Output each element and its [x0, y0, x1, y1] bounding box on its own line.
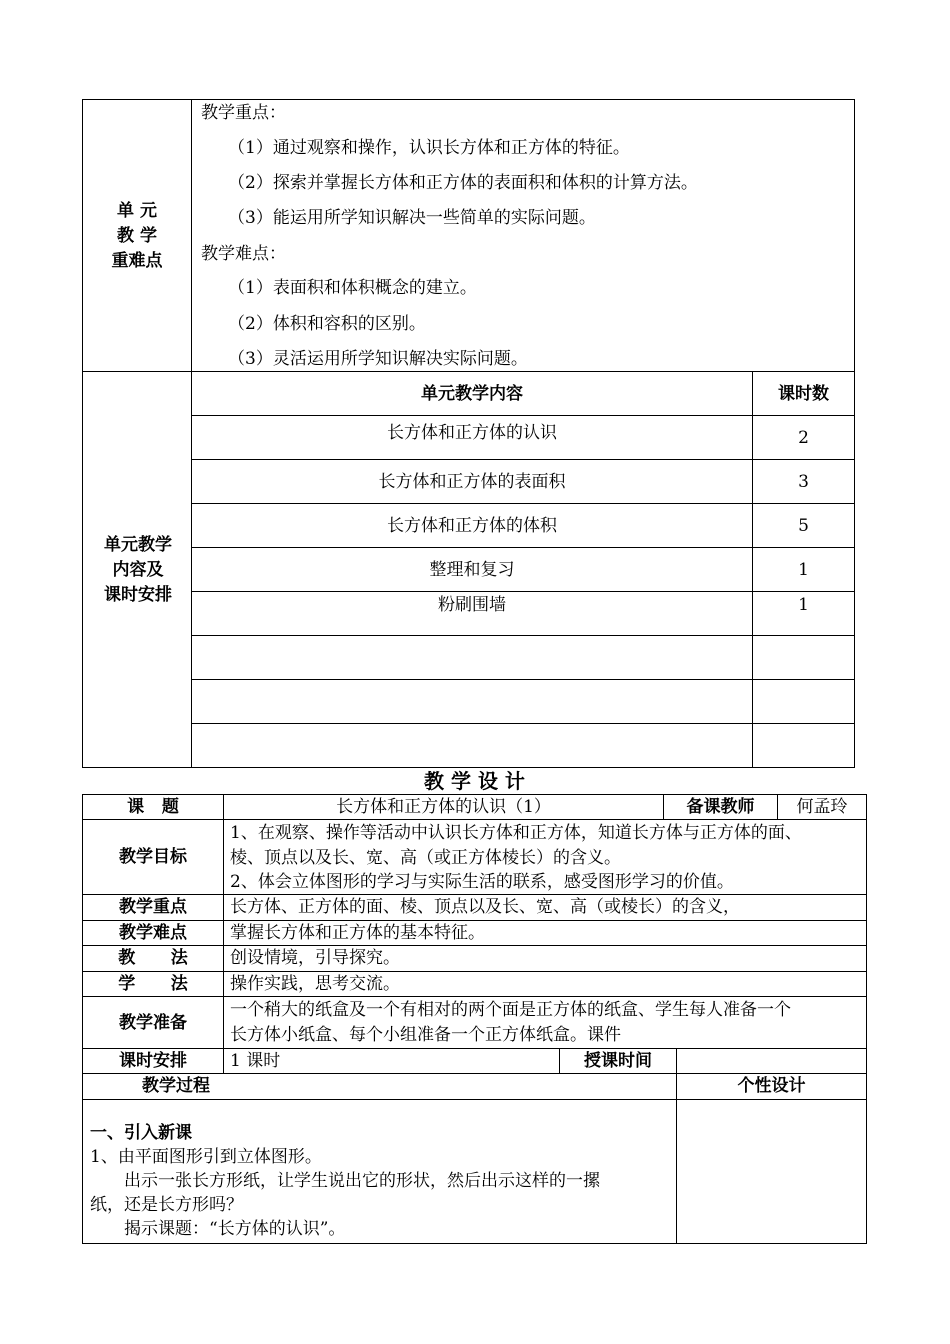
hours-row-2: 3	[798, 472, 809, 492]
key-point-3: （3）能运用所学知识解决一些简单的实际问题。	[228, 208, 596, 228]
hours-row-4: 1	[798, 560, 809, 580]
focus-label: 教学重点	[119, 897, 187, 917]
content-header: 单元教学内容	[421, 384, 523, 404]
process-line-3: 纸，还是长方形吗？	[90, 1195, 243, 1215]
teacher-label: 备课教师	[686, 797, 755, 817]
row1-label-line2: 教 学	[117, 226, 157, 246]
key-point-1: （1）通过观察和操作，认识长方体和正方体的特征。	[228, 138, 630, 158]
content-row-4: 整理和复习	[429, 560, 515, 580]
hours-row-5: 1	[798, 595, 809, 615]
prep-label: 教学准备	[119, 1013, 187, 1033]
hours-row-3: 5	[798, 516, 809, 536]
content-row-1: 长方体和正方体的认识	[387, 423, 557, 443]
difficulties-title: 教学难点：	[201, 244, 286, 264]
row2-label-line1: 单元教学	[104, 535, 172, 555]
content-row-5: 粉刷围墙	[438, 595, 506, 615]
row1-label-line1: 单 元	[117, 201, 157, 221]
teacher-name: 何孟玲	[796, 797, 848, 817]
schedule-value: 1 课时	[230, 1051, 281, 1071]
difficulty-1: （1）表面积和体积概念的建立。	[228, 278, 477, 298]
learn-value: 操作实践，思考交流。	[230, 974, 400, 994]
process-label: 教学过程	[142, 1076, 210, 1096]
key-point-2: （2）探索并掌握长方体和正方体的表面积和体积的计算方法。	[228, 173, 698, 193]
personal-label: 个性设计	[737, 1076, 806, 1096]
difficulty-label: 教学难点	[119, 923, 187, 943]
page-title: 教 学 设 计	[424, 769, 525, 793]
process-line-2: 出示一张长方形纸，让学生说出它的形状，然后出示这样的一摞	[90, 1171, 600, 1191]
process-line-1: 1、由平面图形引到立体图形。	[90, 1147, 322, 1167]
row1-label-line3: 重难点	[111, 251, 163, 271]
topic-label: 课 题	[127, 797, 179, 817]
content-row-3: 长方体和正方体的体积	[387, 516, 557, 536]
goals-label: 教学目标	[119, 847, 187, 867]
goals-line-1: 1、在观察、操作等活动中认识长方体和正方体，知道长方体与正方体的面、	[230, 823, 802, 843]
topic-value: 长方体和正方体的认识（1）	[336, 797, 551, 817]
key-points-title: 教学重点：	[201, 103, 286, 123]
goals-line-2: 棱、顶点以及长、宽、高（或正方体棱长）的含义。	[230, 848, 621, 868]
schedule-label: 课时安排	[119, 1051, 187, 1071]
row2-label-line3: 课时安排	[104, 585, 172, 605]
difficulty-value: 掌握长方体和正方体的基本特征。	[230, 923, 485, 943]
method-value: 创设情境，引导探究。	[230, 948, 400, 968]
content-row-2: 长方体和正方体的表面积	[378, 472, 566, 492]
difficulty-3: （3）灵活运用所学知识解决实际问题。	[228, 349, 528, 369]
difficulty-2: （2）体积和容积的区别。	[228, 314, 426, 334]
time-label: 授课时间	[584, 1051, 652, 1071]
prep-line-1: 一个稍大的纸盒及一个有相对的两个面是正方体的纸盒、学生每人准备一个	[230, 1000, 791, 1020]
process-line-4: 揭示课题：“长方体的认识”。	[90, 1219, 346, 1239]
prep-line-2: 长方体小纸盒、每个小组准备一个正方体纸盒。课件	[230, 1025, 621, 1045]
hours-row-1: 2	[798, 428, 809, 448]
goals-line-3: 2、体会立体图形的学习与实际生活的联系，感受图形学习的价值。	[230, 872, 734, 892]
section-title: 一、引入新课	[90, 1123, 192, 1143]
hours-header: 课时数	[778, 384, 829, 404]
row2-label-line2: 内容及	[112, 560, 164, 580]
learn-label: 学 法	[118, 974, 188, 994]
focus-value: 长方体、正方体的面、棱、顶点以及长、宽、高（或棱长）的含义，	[230, 897, 740, 917]
method-label: 教 法	[118, 948, 188, 968]
